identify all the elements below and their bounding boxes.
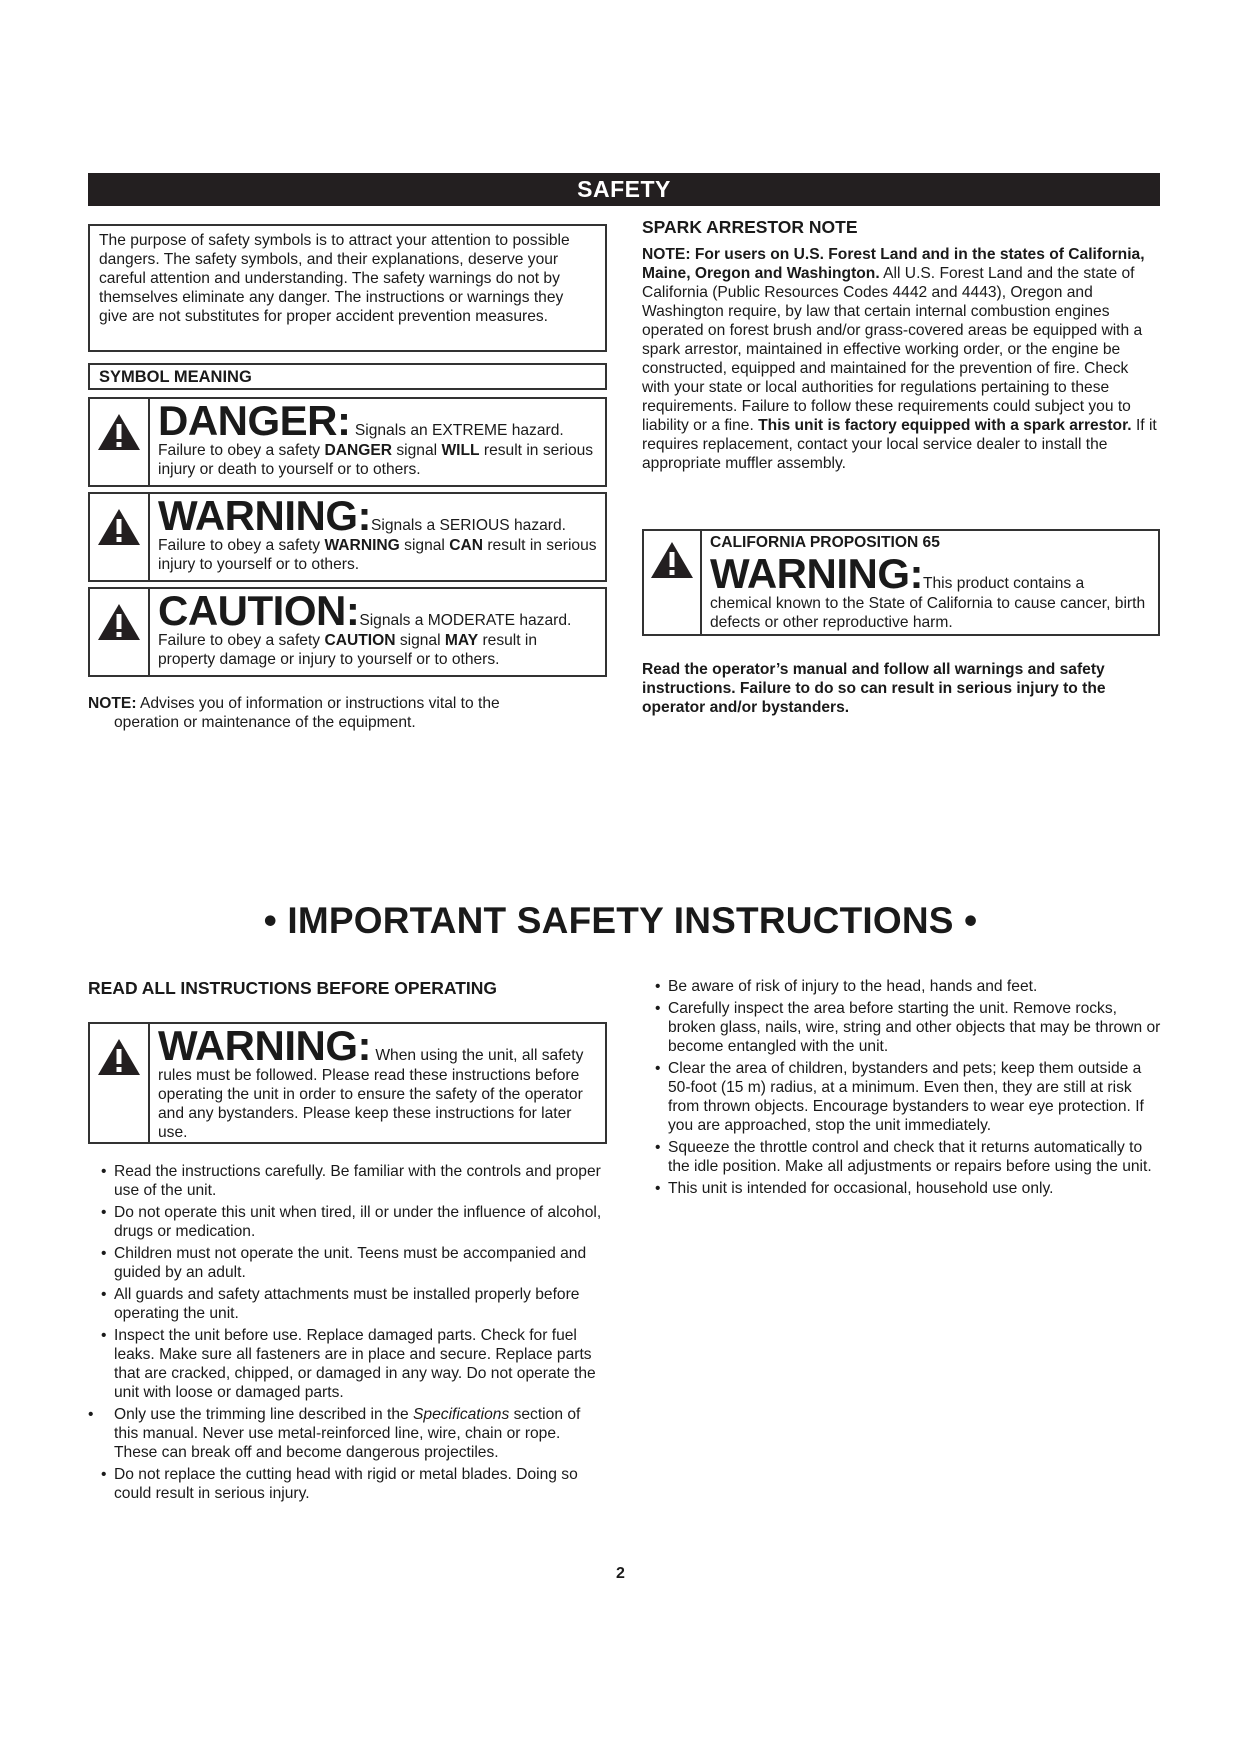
warning-description: Failure to obey a safety WARNING signal CAN result in serious injury to yourself or to others. (158, 537, 597, 573)
read-manual-warning: Read the operator’s manual and follow all warnings and safety instructions. Failure to do so can result in serious injury to the operator and/or bystanders. (642, 661, 1106, 716)
list-item: • Inspect the unit before use. Replace damaged parts. Check for fuel leaks. Make sure all fasteners are in place and secure. Replace parts that are cracked, chipped, or damaged in any way. Do not operate the unit with loose or damaged parts. (101, 1327, 596, 1401)
caution-summary: Signals a MODERATE hazard. (359, 612, 572, 629)
spark-arrestor-title: SPARK ARRESTOR NOTE (642, 217, 858, 237)
danger-word: DANGER: (158, 397, 351, 444)
california-prop65-box (642, 529, 1160, 636)
warning-triangle-icon (97, 1038, 141, 1076)
list-item: • Carefully inspect the area before starting the unit. Remove rocks, broken glass, nails, wire, string and other objects that may be thrown or become entangled with the unit. (655, 1000, 1161, 1055)
caution-box (88, 587, 607, 677)
safety-banner: SAFETY (88, 173, 1160, 206)
list-item: • Be aware of risk of injury to the head, hands and feet. (655, 978, 1038, 995)
note-line2: operation or maintenance of the equipment. (114, 714, 416, 731)
prop65-header: CALIFORNIA PROPOSITION 65 (710, 534, 940, 551)
symbol-meaning-header: SYMBOL MEANING (88, 363, 607, 390)
note-label: NOTE: (88, 695, 137, 712)
list-item: • Children must not operate the unit. Teens must be accompanied and guided by an adult. (101, 1245, 587, 1281)
caution-word: CAUTION: (158, 587, 360, 634)
prop65-warning-word: WARNING: (710, 550, 923, 597)
list-item: • Only use the trimming line described in the Specifications section of this manual. Never use metal-reinforced line, wire, chain or rope. These can break off and become dangerous projectiles. (88, 1406, 581, 1461)
list-item: • Do not operate this unit when tired, ill or under the influence of alcohol, drugs or medication. (101, 1204, 602, 1240)
warning-box (88, 492, 607, 582)
prop65-line1: This product contains a (922, 575, 1085, 592)
intro-box (88, 224, 607, 352)
operating-warning-word: WARNING: (158, 1022, 371, 1069)
warning-word: WARNING: (158, 492, 371, 539)
list-item: • Squeeze the throttle control and check that it returns automatically to the idle position. Make all adjustments or repairs before using the unit. (655, 1139, 1152, 1175)
danger-summary: Signals an EXTREME hazard. (354, 422, 564, 439)
right-bullet-list (642, 977, 1162, 1201)
left-bullet-list (88, 1162, 607, 1506)
note-line1: Advises you of information or instructions vital to the (136, 695, 500, 712)
warning-triangle-icon (650, 541, 694, 579)
prop65-text: chemical known to the State of California to cause cancer, birth defects or other reproductive harm. (710, 595, 1146, 631)
spark-arrestor-section (642, 218, 1160, 473)
page-number: 2 (616, 1565, 625, 1582)
list-item: • This unit is intended for occasional, household use only. (655, 1180, 1054, 1197)
note (88, 694, 607, 732)
spark-arrestor-body: NOTE: For users on U.S. Forest Land and in the states of California, Maine, Oregon and Washington. All U.S. Forest Land and the state of California (Public Resources Codes 4442 and 4443), Oregon and Washington require, by law that certain internal combustion engines operated on forest brush and/or grass-covered areas be equipped with a spark arrestor, maintained in effective working order, or the engine be constructed, equipped and maintained for the prevention of fire. Check with your state or local authorities for regulations pertaining to these requirements. Failure to follow these requirements could subject you to liability or a fine. This unit is factory equipped with a spark arrestor. If it requires replacement, contact your local service dealer to install the appropriate muffler assembly. (642, 246, 1157, 472)
danger-description: Failure to obey a safety DANGER signal WILL result in serious injury or death to yourself or to others. (158, 442, 594, 478)
warning-triangle-icon (97, 603, 141, 641)
list-item: • Clear the area of children, bystanders and pets; keep them outside a 50-foot (15 m) radius, at a minimum. Even then, they are still at risk from thrown objects. Encourage bystanders to wear eye protection. If you are approached, stop the unit immediately. (655, 1060, 1144, 1134)
operating-warning-line1: When using the unit, all safety (375, 1047, 584, 1064)
operating-warning-box (88, 1022, 607, 1144)
list-item: • Do not replace the cutting head with rigid or metal blades. Doing so could result in serious injury. (101, 1466, 578, 1502)
list-item: • Read the instructions carefully. Be familiar with the controls and proper use of the unit. (101, 1163, 601, 1199)
warning-triangle-icon (97, 413, 141, 451)
read-all-heading: READ ALL INSTRUCTIONS BEFORE OPERATING (88, 978, 497, 998)
warning-summary: Signals a SERIOUS hazard. (370, 517, 566, 534)
list-item: • All guards and safety attachments must be installed properly before operating the unit. (101, 1286, 580, 1322)
operating-warning-text: rules must be followed. Please read these instructions before operating the unit in order to ensure the safety of the operator and any bystanders. Please keep these instructions for later use. (158, 1067, 583, 1141)
intro-text: The purpose of safety symbols is to attract your attention to possible dangers. The safety symbols, and their explanations, deserve your careful attention and understanding. The safety warnings do not by themselves eliminate any danger. The instructions or warnings they give are not substitutes for proper accident prevention measures. (99, 232, 570, 325)
warning-triangle-icon (97, 508, 141, 546)
danger-box (88, 397, 607, 487)
caution-description: Failure to obey a safety CAUTION signal MAY result in property damage or injury to yourself or to others. (158, 632, 538, 668)
important-safety-title: • IMPORTANT SAFETY INSTRUCTIONS • (263, 900, 978, 941)
